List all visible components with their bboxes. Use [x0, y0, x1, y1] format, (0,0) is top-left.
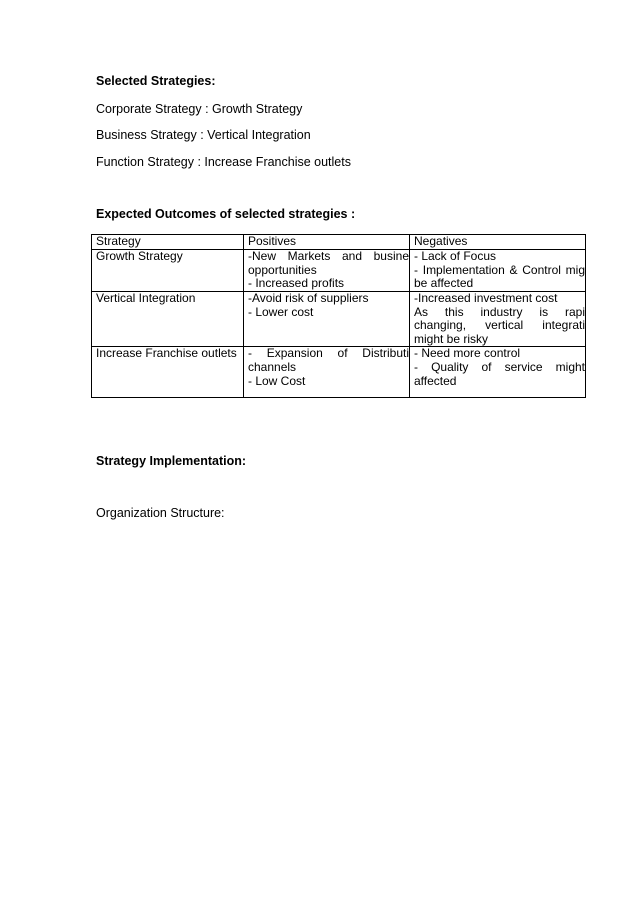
positives-line: opportunities [248, 263, 317, 277]
table-header-row [92, 235, 586, 250]
positives-cell [244, 250, 410, 292]
business-strategy-line: Business Strategy : Vertical Integration [96, 128, 311, 142]
corporate-strategy-line: Corporate Strategy : Growth Strategy [96, 102, 303, 116]
positives-line: - Lower cost [248, 305, 314, 319]
organization-structure-line: Organization Structure: [96, 506, 225, 520]
negatives-cell [410, 292, 586, 347]
negatives-line: As this industry is rapi [414, 305, 585, 319]
strategy-implementation-heading: Strategy Implementation: [96, 454, 247, 468]
positives-line: channels [248, 360, 297, 374]
column-header-strategy: Strategy [92, 235, 244, 250]
negatives-line: affected [414, 374, 457, 388]
negatives-line: changing, vertical integrati [414, 319, 585, 333]
negatives-line: -Increased investment cost [414, 292, 558, 305]
negatives-line: - Quality of service might [414, 360, 585, 374]
negatives-cell [410, 347, 586, 398]
table-row [92, 292, 586, 347]
negatives-line: might be risky [414, 332, 489, 346]
positives-line: -New Markets and busine [248, 250, 409, 263]
strategy-cell [92, 250, 244, 292]
column-header-positives: Positives [244, 235, 410, 250]
expected-outcomes-heading: Expected Outcomes of selected strategies : [96, 207, 356, 221]
positives-cell [244, 347, 410, 398]
negatives-line: - Implementation & Control mig [414, 263, 585, 277]
table-row [92, 250, 586, 292]
strategy-text: Increase Franchise outlets [96, 347, 237, 361]
strategy-cell [92, 292, 244, 347]
table-row [92, 347, 586, 398]
negatives-line: - Need more control [414, 347, 521, 361]
positives-line: - Increased profits [248, 277, 345, 291]
positives-line: - Expansion of Distributi [248, 347, 409, 361]
function-strategy-line: Function Strategy : Increase Franchise outlets [96, 155, 351, 169]
positives-line: -Avoid risk of suppliers [248, 292, 369, 305]
strategy-text: Growth Strategy [96, 250, 183, 263]
negatives-cell [410, 250, 586, 292]
strategy-text: Vertical Integration [96, 292, 196, 305]
positives-line: - Low Cost [248, 374, 306, 388]
negatives-line: be affected [414, 277, 474, 291]
strategy-cell [92, 347, 244, 398]
selected-strategies-heading: Selected Strategies: [96, 74, 216, 88]
negatives-line: - Lack of Focus [414, 250, 497, 263]
outcomes-table [91, 234, 586, 398]
positives-cell [244, 292, 410, 347]
column-header-negatives: Negatives [410, 235, 586, 250]
